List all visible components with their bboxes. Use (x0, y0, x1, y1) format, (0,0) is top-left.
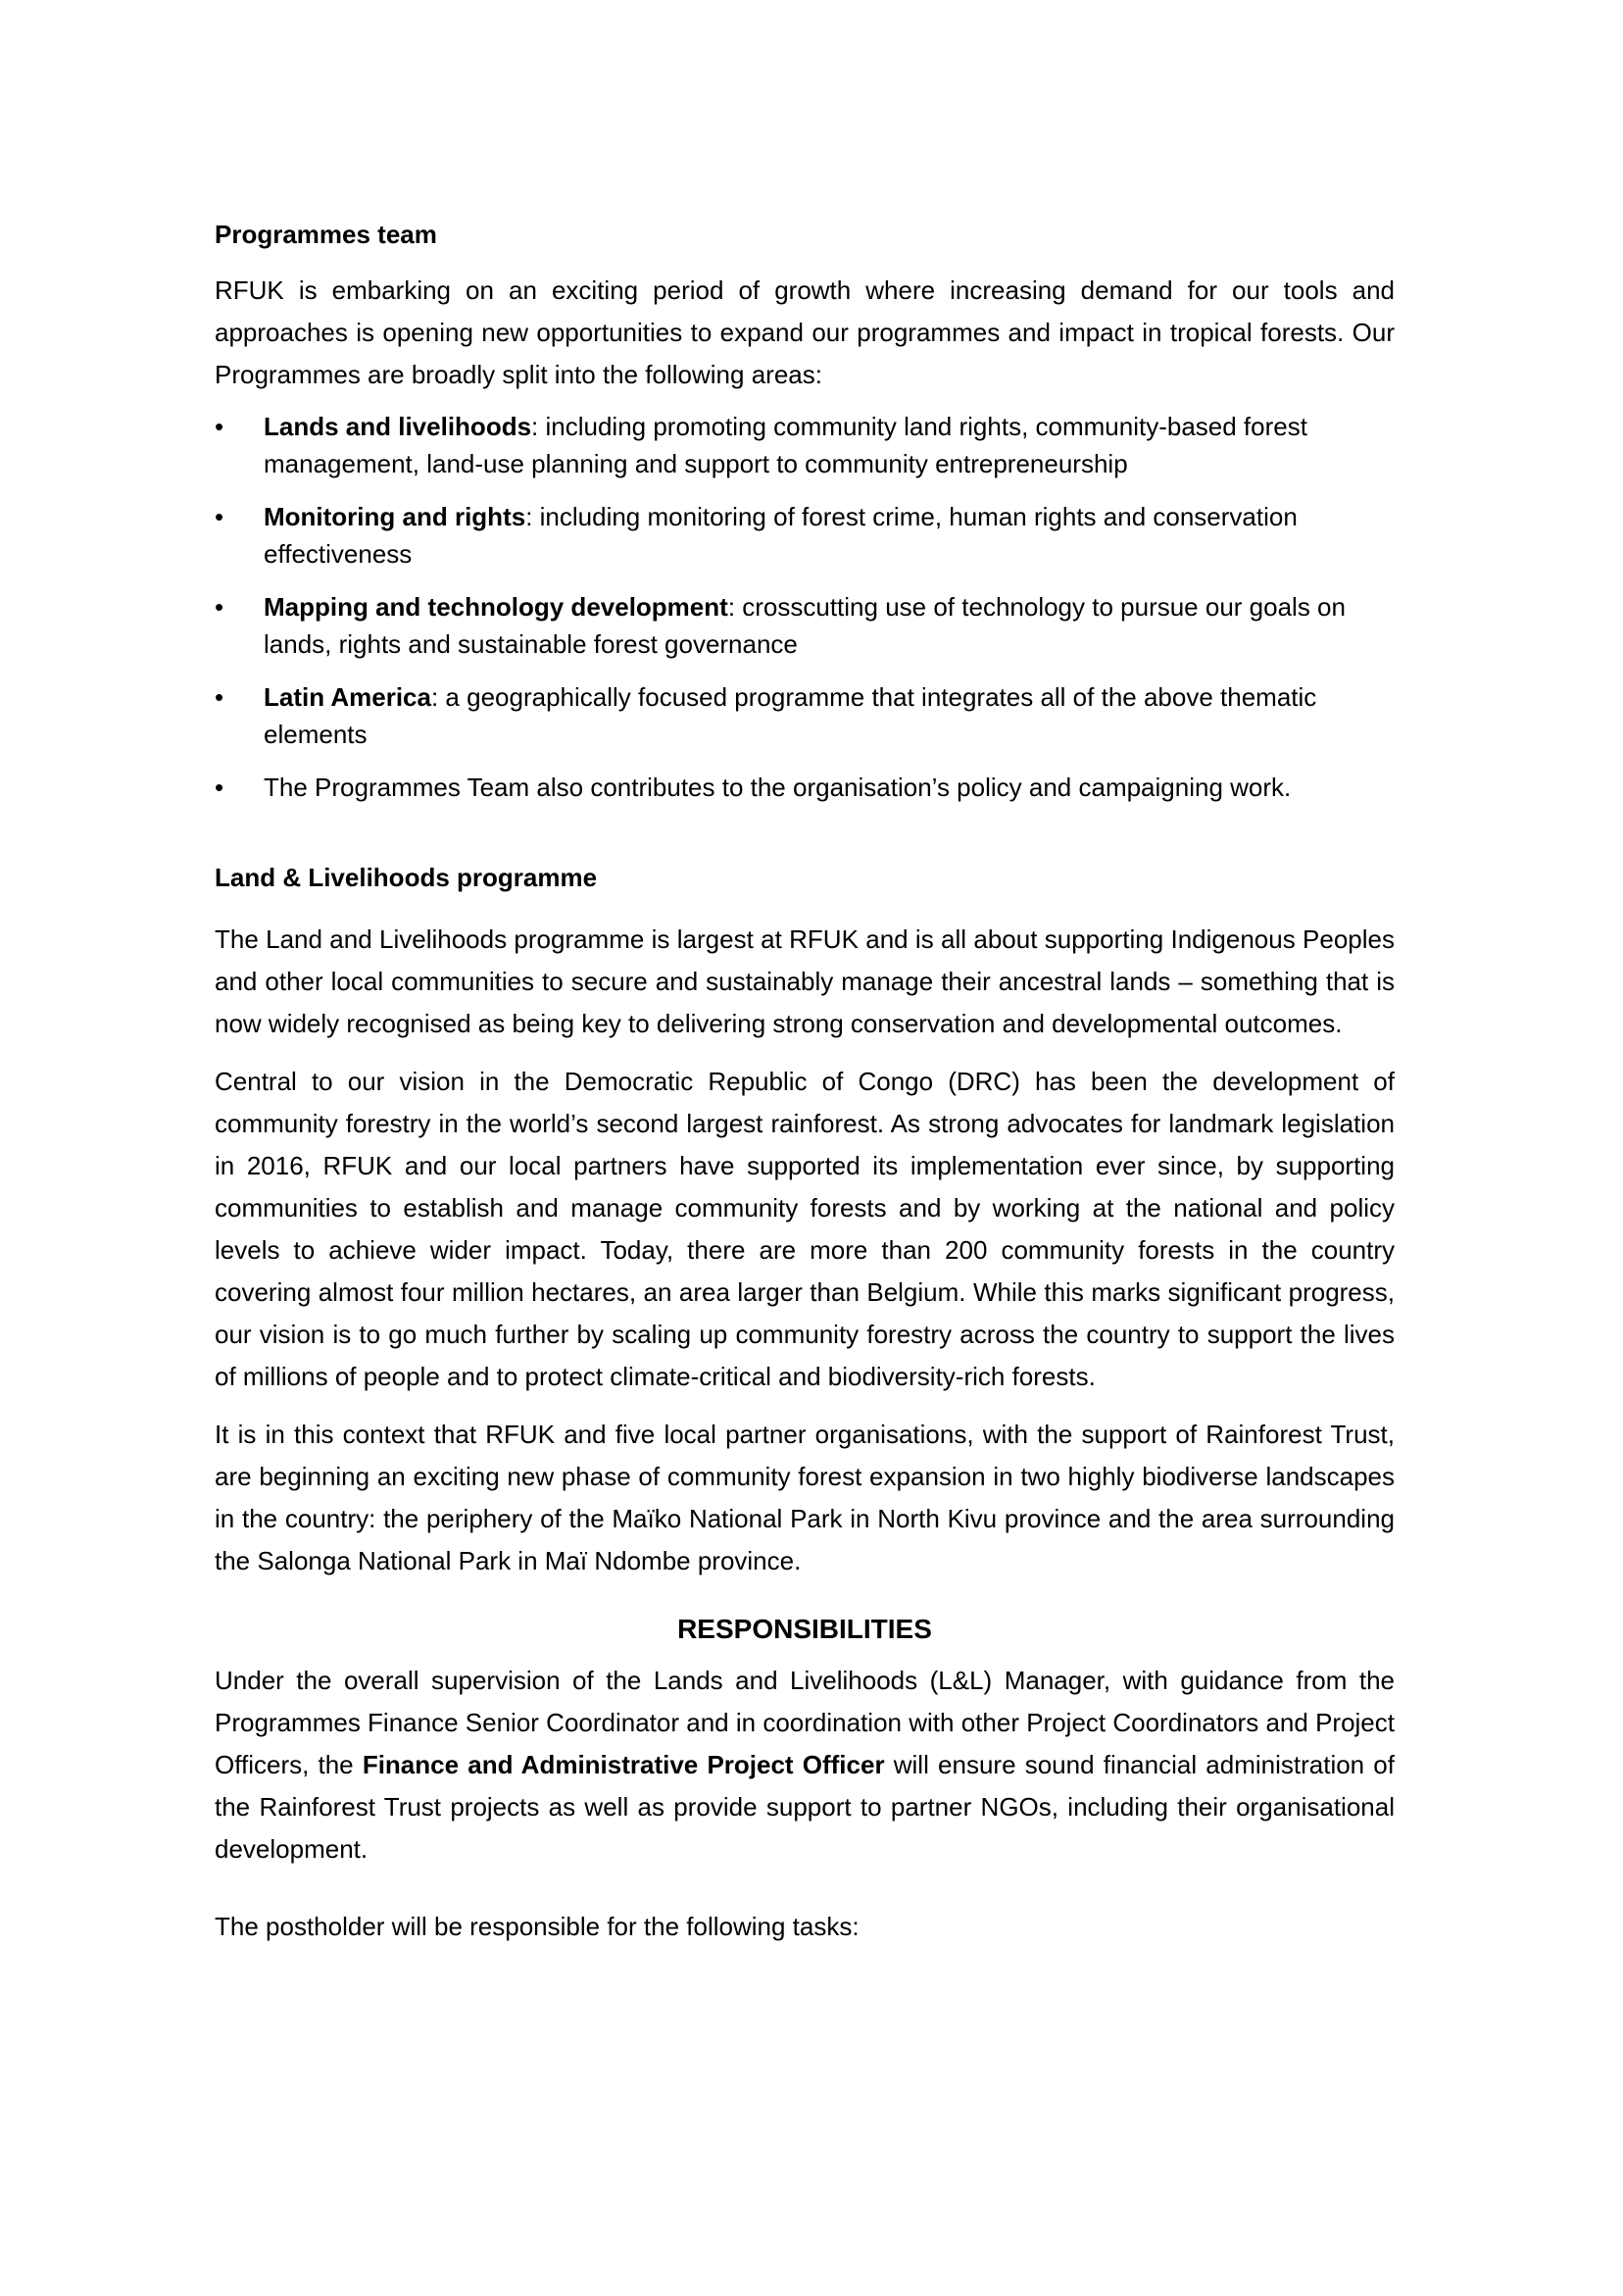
list-item (215, 769, 1395, 806)
list-item (215, 498, 1395, 573)
list-item-text: : including monitoring of forest crime, human rights and conservation effectiveness (264, 502, 1298, 569)
list-item-text: : including promoting community land rights, community-based forest management, land-use planning and support to community entrepreneurship (264, 412, 1307, 478)
list-item (215, 588, 1395, 663)
land-paragraph-3: It is in this context that RFUK and five local partner organisations, with the support of Rainforest Trust, are beginning an exciting new phase of community forest expansion in two highly biodiverse landscapes in the country: the periphery of the Maïko National Park in North Kivu province and the area surrounding the Salonga National Park in Maï Ndombe province. (215, 1420, 1395, 1575)
programmes-heading: Programmes team (215, 220, 437, 249)
bullet-icon: • (215, 773, 224, 802)
list-item-text: : crosscutting use of technology to pursue our goals on lands, rights and sustainable forest governance (264, 592, 1346, 659)
bullet-icon: • (215, 412, 224, 441)
land-paragraph-2: Central to our vision in the Democratic Republic of Congo (DRC) has been the development of community forestry in the world’s second largest rainforest. As strong advocates for landmark legislation in 2016, RFUK and our local partners have supported its implementation ever since, by supporting communities to establish and manage community forests and by working at the national and policy levels to achieve wider impact. Today, there are more than 200 community forests in the country covering almost four million hectares, an area larger than Belgium. While this marks significant progress, our vision is to go much further by scaling up community forestry across the country to support the lives of millions of people and to protect climate-critical and biodiversity-rich forests. (215, 1067, 1395, 1391)
bullet-icon: • (215, 682, 224, 712)
responsibilities-heading: RESPONSIBILITIES (677, 1614, 932, 1644)
bullet-icon: • (215, 592, 224, 622)
bullet-icon: • (215, 502, 224, 531)
list-item-title: Mapping and technology development (264, 592, 728, 622)
programmes-intro: RFUK is embarking on an exciting period of growth where increasing demand for our tools and approaches is opening new opportunities to expand our programmes and impact in tropical forests. Our Programmes are broadly split into the following areas: (215, 275, 1395, 389)
tasks-intro: The postholder will be responsible for the following tasks: (215, 1912, 860, 1941)
document-page (215, 214, 1395, 1948)
list-item-title: Latin America (264, 682, 431, 712)
list-item-text: : a geographically focused programme that integrates all of the above thematic elements (264, 682, 1317, 749)
list-item-text: The Programmes Team also contributes to the organisation’s policy and campaigning work. (264, 773, 1292, 802)
programme-areas-list (215, 408, 1395, 806)
responsibilities-text-after: will ensure sound financial administration of the Rainforest Trust projects as well as provide support to partner NGOs, including their organisational development. (215, 1750, 1395, 1864)
responsibilities-text-before: Under the overall supervision of the Lands and Livelihoods (L&L) Manager, with guidance from the Programmes Finance Senior Coordinator and in coordination with other Project Coordinators and Project Officers, the (215, 1666, 1395, 1779)
list-item (215, 678, 1395, 753)
list-item-title: Monitoring and rights (264, 502, 526, 531)
responsibilities-paragraph (215, 1660, 1395, 1871)
list-item (215, 408, 1395, 482)
land-paragraph-1: The Land and Livelihoods programme is largest at RFUK and is all about supporting Indigenous Peoples and other local communities to secure and sustainably manage their ancestral lands – something that is now widely recognised as being key to delivering strong conservation and developmental outcomes. (215, 924, 1395, 1038)
list-item-title: Lands and livelihoods (264, 412, 532, 441)
land-livelihoods-heading: Land & Livelihoods programme (215, 863, 598, 892)
job-title: Finance and Administrative Project Officer (362, 1750, 885, 1779)
